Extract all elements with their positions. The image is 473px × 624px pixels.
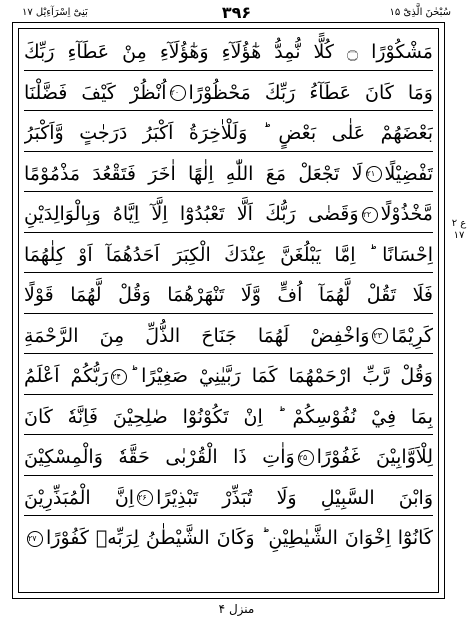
text-line <box>24 316 433 357</box>
text-line <box>24 113 433 154</box>
text-line <box>24 32 433 73</box>
manzil-footer: منزل ۴ <box>218 602 255 616</box>
verse-number: ۲۰ <box>170 85 186 101</box>
line-text: اِحْسَانًا ؕ اِمَّا يَبْلُغَنَّ عِنْدَكَ الْكِبَرَ اَحَدُهُمَآ اَوْ كِلٰهُمَا <box>24 243 433 266</box>
verse-number: ۲۶ <box>137 490 153 506</box>
text-line <box>24 356 433 397</box>
page-number: ۳۹۶ <box>221 3 252 22</box>
text-line <box>24 194 433 235</box>
line-text-continued: وَاٰتِ ذَا الْقُرْبٰى حَقَّهٗ وَالْمِسْكِيْنَ <box>24 446 295 468</box>
text-lines <box>24 32 433 559</box>
text-line <box>24 478 433 519</box>
line-text: كَرِيْمًا <box>391 324 433 347</box>
para-name: بَنِیْٓ اِسْرَآءِیْل ۱۷ <box>22 7 88 18</box>
text-line <box>24 154 433 195</box>
text-line <box>24 275 433 316</box>
text-line <box>24 518 433 559</box>
line-text: كَانُوْٓا اِخْوَانَ الشَّيٰطِيْنِ ؕ وَكَانَ الشَّيْطٰنُ لِرَبِّهٖ كَفُوْرًا <box>46 527 433 549</box>
line-text: لِلْاَوَّابِيْنَ غَفُوْرًا <box>316 446 433 468</box>
verse-number: ۲۳ <box>372 328 388 344</box>
verse-number: ۲۲ <box>362 207 378 223</box>
line-text: مَّخْذُوْلًا <box>380 203 433 225</box>
text-line <box>24 235 433 276</box>
line-text-continued: رَبُّكُمْ اَعْلَمُ <box>24 365 109 387</box>
line-text: وَقُلْ رَّبِّ ارْحَمْهُمَا كَمَا رَبَّيٰنِيْ صَغِيْرًا ؕ <box>130 365 433 387</box>
page-header <box>0 3 473 23</box>
line-text: وَابْنَ السَّبِيْلِ وَلَا تُبَذِّرْ تَبْذِيْرًا <box>156 486 433 509</box>
text-line <box>24 437 433 478</box>
line-text: وَمَا كَانَ عَطَآءُ رَبِّكَ مَحْظُوْرًا <box>188 81 433 104</box>
line-text: مَشْكُوْرًا ۝ كُلًّا نُّمِدُّ هٰٓؤُلَآءِ وَهٰٓؤُلَآءِ مِنْ عَطَآءِ رَبِّكَ <box>24 41 433 63</box>
verse-number: ۲۴ <box>111 369 127 385</box>
line-text-continued: اُنْظُرْ كَيْفَ فَضَّلْنَا <box>24 81 167 104</box>
line-text: تَفْضِيْلًا <box>384 162 433 185</box>
line-text-continued: وَقَضٰى رَبُّكَ اَلَّا تَعْبُدُوْٓا اِلَّآ اِيَّاهُ وَبِالْوَالِدَيْنِ <box>24 203 359 225</box>
line-text-continued: وَاخْفِضْ لَهُمَا جَنَاحَ الذُّلِّ مِنَ الرَّحْمَةِ <box>24 324 370 347</box>
ruku-mark: ع ۲ ۱۷ <box>451 218 467 241</box>
line-text-continued: لَا تَجْعَلْ مَعَ اللّٰهِ اِلٰهًا اٰخَرَ فَتَقْعُدَ مَذْمُوْمًا <box>24 162 363 185</box>
verse-number: ۲۵ <box>298 450 314 466</box>
line-text: بِمَا فِيْ نُفُوْسِكُمْ ؕ اِنْ تَكُوْنُوْا صٰلِحِيْنَ فَاِنَّهٗ كَانَ <box>24 405 433 428</box>
surah-name: سُبْحٰنَ الَّذِیْٓ ۱۵ <box>389 7 451 18</box>
verse-number: ۲۷ <box>27 531 43 547</box>
text-line <box>24 397 433 438</box>
line-text: فَلَا تَقُلْ لَّهُمَآ اُفٍّ وَّلَا تَنْهَرْهُمَا وَقُلْ لَّهُمَا قَوْلًا <box>24 284 433 306</box>
line-text: بَعْضَهُمْ عَلٰى بَعْضٍ ؕ وَلَلْاٰخِرَةُ اَكْبَرُ دَرَجٰتٍ وَّاَكْبَرُ <box>24 122 433 144</box>
text-line <box>24 73 433 114</box>
line-text-continued: اِنَّ الْمُبَذِّرِيْنَ <box>24 486 135 509</box>
verse-number: ۲۱ <box>366 166 382 182</box>
